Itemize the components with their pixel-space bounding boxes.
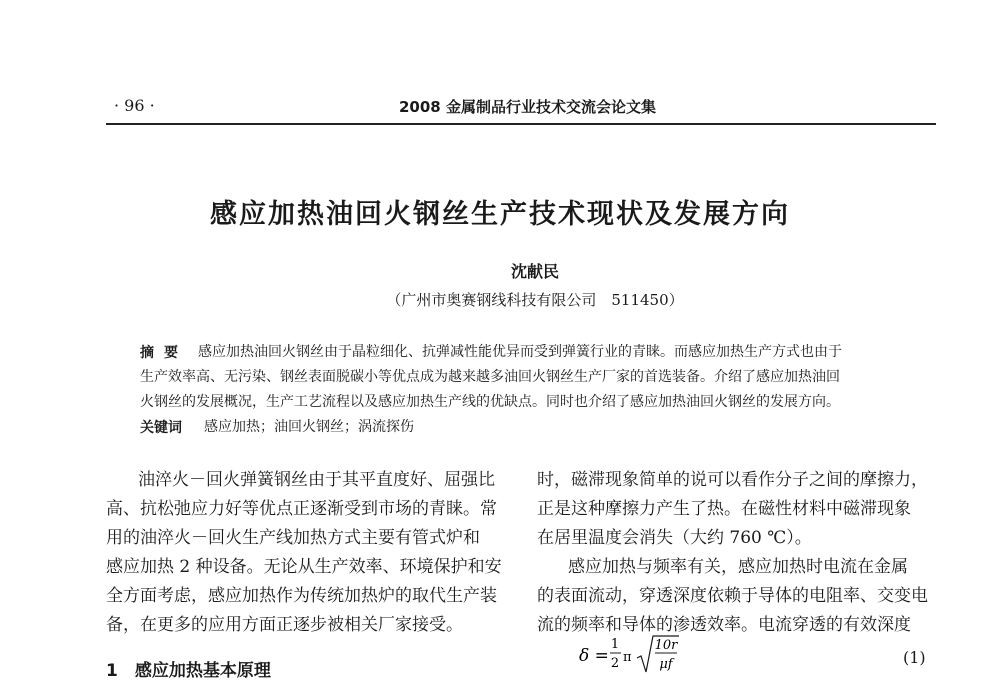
right-column-line: 正是这种摩擦力产生了热。在磁性材料中磁滞现象	[537, 499, 911, 519]
right-column-line: 的表面流动，穿透深度依赖于导体的电阻率、交变电	[537, 586, 928, 606]
paper-title: 感应加热油回火钢丝生产技术现状及发展方向	[210, 199, 790, 230]
equation-root-denominator: μf	[659, 657, 673, 672]
abstract-line: 生产效率高、无污染、钢丝表面脱碳小等优点成为越来越多油回火钢丝生产厂家的首选装备。介绍了感应加热油回	[140, 369, 840, 385]
left-column-line: 感应加热 2 种设备。无论从生产效率、环境保护和安	[106, 557, 502, 577]
abstract-line: 火钢丝的发展概况，生产工艺流程以及感应加热生产线的优缺点。同时也介绍了感应加热油回火钢丝的发展方向。	[140, 394, 840, 410]
right-column-line: 时，磁滞现象简单的说可以看作分子之间的摩擦力，	[537, 470, 928, 490]
right-column-line: 流的频率和导体的渗透效率。电流穿透的有效深度	[537, 615, 911, 635]
equation-fraction-numerator: 1	[610, 637, 620, 652]
equation-fraction-denominator: 2	[610, 656, 620, 671]
header-rule	[106, 123, 936, 125]
abstract-label: 摘要	[140, 345, 188, 361]
equation-pi: π	[623, 650, 632, 665]
skin-depth-equation	[579, 634, 709, 674]
equation-lhs: δ =	[579, 646, 609, 666]
left-column-line: 用的油淬火－回火生产线加热方式主要有管式炉和	[106, 528, 480, 548]
left-column-line: 备，在更多的应用方面正逐步被相关厂家接受。	[106, 615, 463, 635]
keywords-label: 关键词	[140, 420, 182, 436]
abstract-line: 感应加热油回火钢丝由于晶粒细化、抗弹减性能优异而受到弹簧行业的青睐。而感应加热生产方式也由于	[198, 344, 842, 360]
section-heading: 1 感应加热基本原理	[106, 661, 271, 681]
equation-root-numerator: 10r	[654, 638, 678, 653]
right-column-line: 感应加热与频率有关，感应加热时电流在金属	[568, 557, 908, 577]
right-column-line: 在居里温度会消失（大约 760 ℃）。	[537, 528, 812, 548]
left-column-line: 全方面考虑，感应加热作为传统加热炉的取代生产装	[106, 586, 497, 606]
author-name: 沈献民	[510, 262, 559, 281]
running-header-title: 2008 金属制品行业技术交流会论文集	[399, 98, 656, 116]
left-column-line: 高、抗松弛应力好等优点正逐渐受到市场的青睐。常	[106, 499, 497, 519]
page-number: · 96 ·	[114, 96, 155, 115]
keywords-text: 感应加热；油回火钢丝；涡流探伤	[204, 419, 414, 435]
left-column-line: 油淬火－回火弹簧钢丝由于其平直度好、屈强比	[138, 470, 495, 490]
equation-number: (1)	[903, 648, 926, 667]
author-affiliation: （广州市奥赛钢线科技有限公司 511450）	[386, 291, 684, 309]
